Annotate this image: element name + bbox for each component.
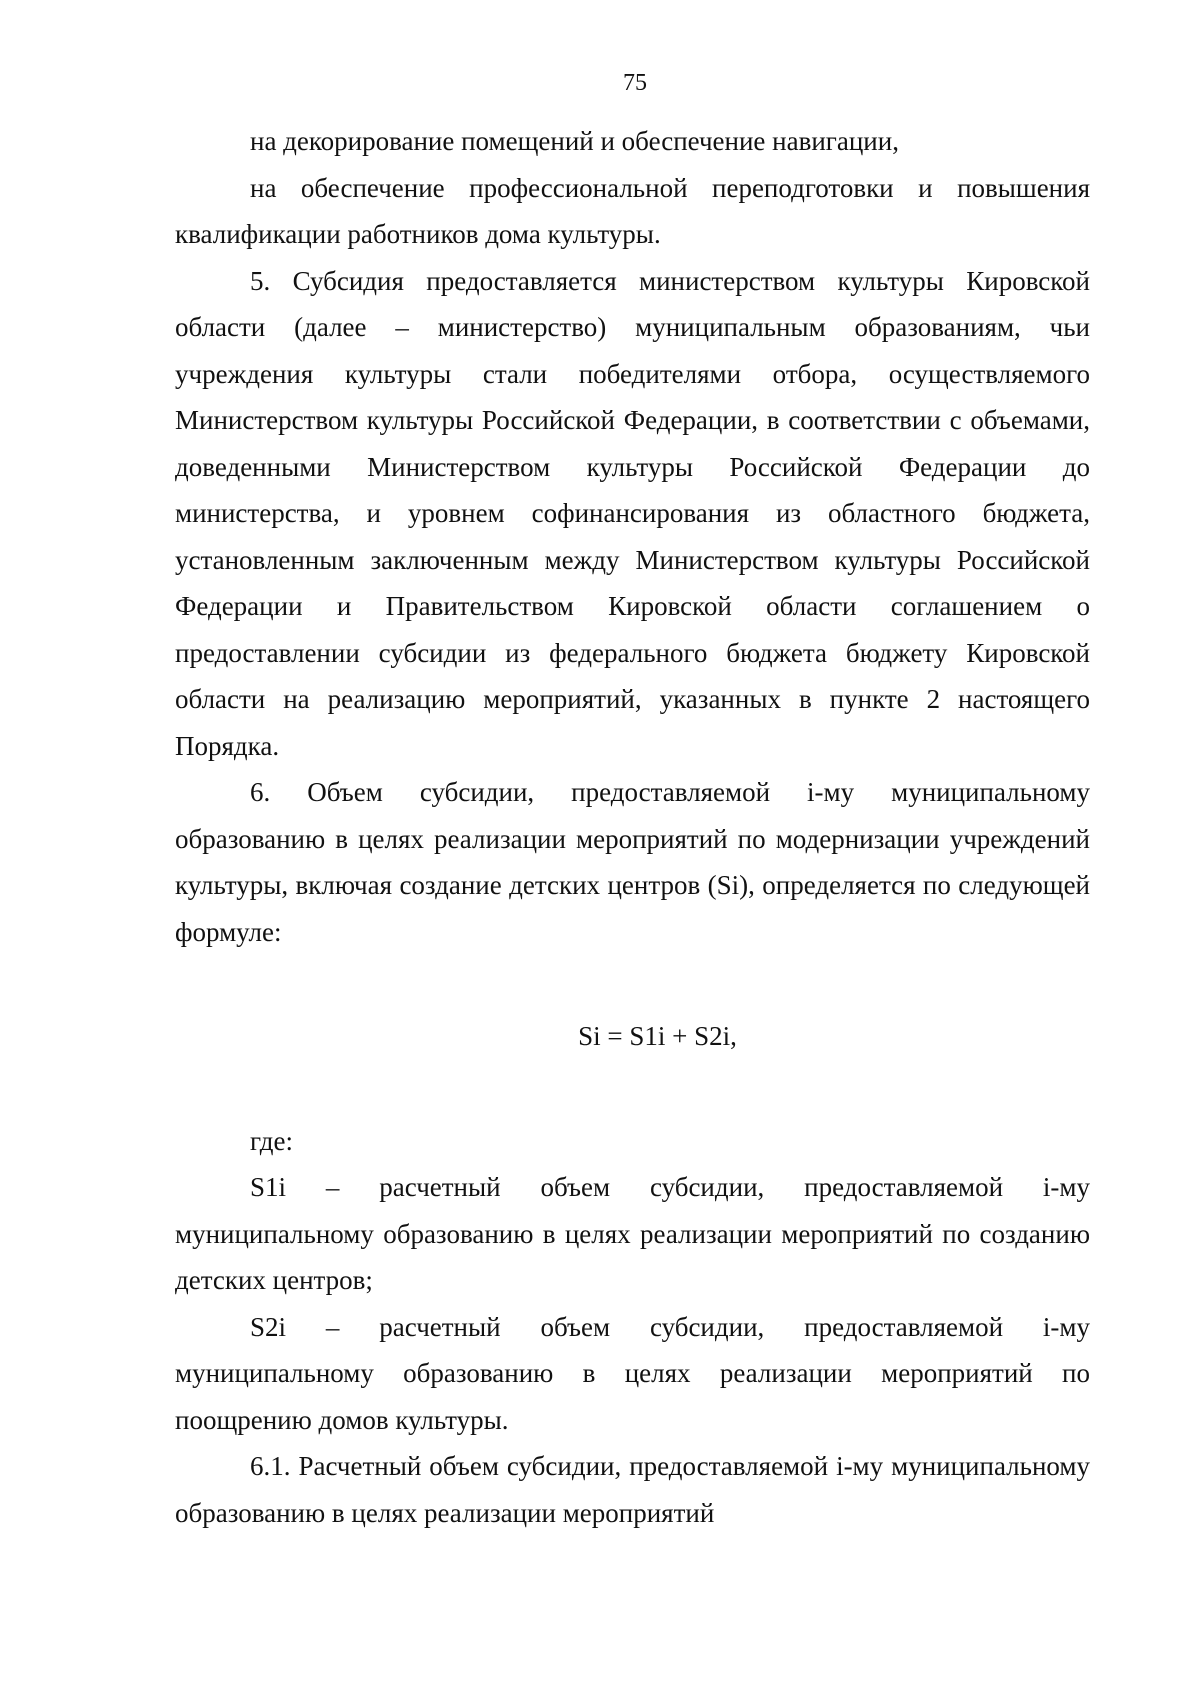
page-number: 75: [623, 70, 647, 96]
paragraph-5: 5. Субсидия предоставляется министерством культуры Кировской области (далее – министерство) муниципальным образованиям, чьи учреждения культуры стали победителями отбора, осуществляемого Министерством культуры Российской Федерации, в соответствии с объемами, доведенными Министерством культуры Российской Федерации до министерства, и уровнем софинансирования из областного бюджета, установленным заключенным между Министерством культуры Российской Федерации и Правительством Кировской области соглашением о предоставлении субсидии из федерального бюджета бюджету Кировской области на реализацию мероприятий, указанных в пункте 2 настоящего Порядка.: [175, 265, 1090, 761]
document-body: [175, 118, 1090, 1536]
paragraph-6: 6. Объем субсидии, предоставляемой i-му муниципальному образованию в целях реализации мероприятий по модернизации учреждений культуры, включая создание детских центров (Si), определяется по следующей формуле:: [175, 777, 1090, 947]
where-label: где:: [250, 1125, 293, 1156]
paragraph-6-1: 6.1. Расчетный объем субсидии, предоставляемой i-му муниципальному образованию в целях реализации мероприятий: [175, 1451, 1090, 1528]
formula: Si = S1i + S2i,: [578, 1021, 737, 1051]
s1-definition: S1i – расчетный объем субсидии, предоставляемой i-му муниципальному образованию в целях реализации мероприятий по созданию детских центров;: [175, 1172, 1090, 1295]
paragraph-decoration: на декорирование помещений и обеспечение навигации,: [250, 126, 899, 156]
paragraph-training: на обеспечение профессиональной переподготовки и повышения квалификации работников дома культуры.: [175, 172, 1090, 249]
s2-definition: S2i – расчетный объем субсидии, предоставляемой i-му муниципальному образованию в целях реализации мероприятий по поощрению домов культуры.: [175, 1311, 1090, 1435]
